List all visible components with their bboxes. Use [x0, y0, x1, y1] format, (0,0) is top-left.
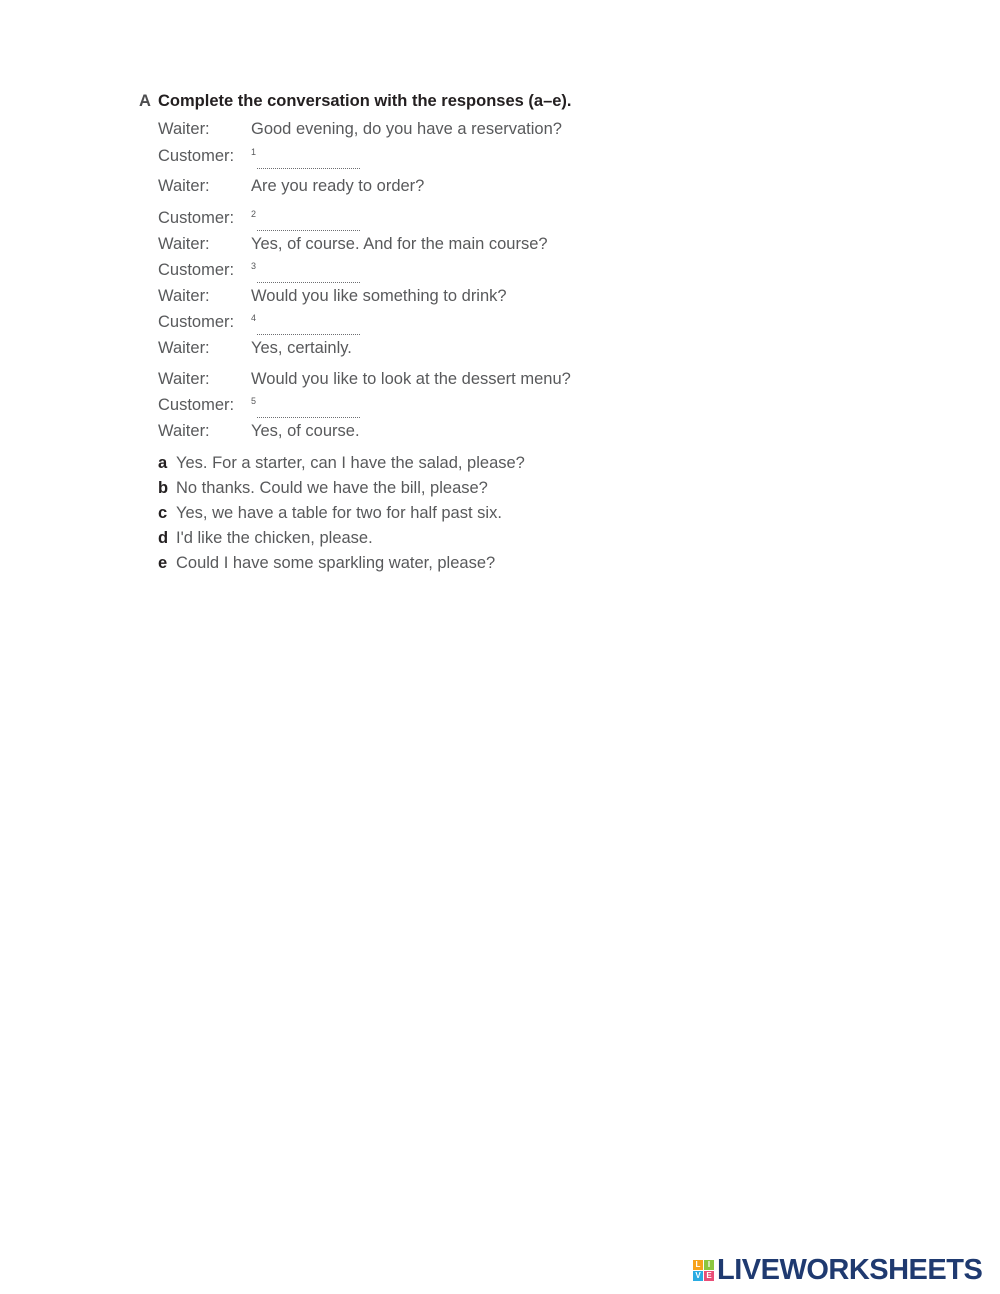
dialogue-text: Would you like something to drink? — [251, 287, 507, 305]
dialogue-line — [158, 177, 424, 196]
gap-number: 1 — [251, 147, 257, 157]
answer-gap-1[interactable] — [251, 147, 360, 169]
option-b — [158, 479, 525, 504]
speaker-label: Customer: — [158, 396, 235, 414]
gap-dotted-line[interactable] — [257, 268, 360, 283]
gap-dotted-line[interactable] — [257, 216, 360, 231]
exercise-instruction: Complete the conversation with the responses (a–e). — [158, 92, 572, 110]
answer-gap-4[interactable] — [251, 313, 360, 335]
dialogue-line — [158, 209, 360, 231]
gap-number: 5 — [251, 396, 257, 406]
exercise-heading — [139, 92, 739, 116]
option-letter: a — [158, 454, 168, 472]
option-letter: d — [158, 529, 169, 547]
dialogue-line — [158, 396, 360, 418]
option-text: No thanks. Could we have the bill, please? — [176, 479, 488, 497]
logo-text: LIVEWORKSHEETS — [717, 1254, 983, 1286]
option-letter: b — [158, 479, 169, 497]
option-text: I'd like the chicken, please. — [176, 529, 373, 547]
dialogue-text: Yes, certainly. — [251, 339, 352, 357]
option-e — [158, 554, 525, 579]
exercise-letter: A — [139, 92, 151, 110]
speaker-label: Waiter: — [158, 120, 210, 138]
speaker-label: Waiter: — [158, 235, 210, 253]
gap-dotted-line[interactable] — [257, 403, 360, 418]
speaker-label: Waiter: — [158, 339, 210, 357]
answer-gap-5[interactable] — [251, 396, 360, 418]
option-letter: c — [158, 504, 168, 522]
answer-gap-3[interactable] — [251, 261, 360, 283]
speaker-label: Customer: — [158, 147, 235, 165]
logo-mark-cell: I — [704, 1260, 714, 1270]
speaker-label: Waiter: — [158, 287, 210, 305]
logo-mark-cell: E — [704, 1271, 714, 1281]
option-letter: e — [158, 554, 168, 572]
dialogue-line — [158, 370, 571, 389]
logo-mark-icon — [693, 1260, 714, 1281]
gap-dotted-line[interactable] — [257, 320, 360, 335]
speaker-label: Customer: — [158, 261, 235, 279]
option-a — [158, 454, 525, 479]
gap-number: 4 — [251, 313, 257, 323]
dialogue-line — [158, 147, 360, 169]
dialogue-line — [158, 339, 352, 358]
exercise-a — [139, 92, 739, 572]
dialogue-text: Would you like to look at the dessert menu? — [251, 370, 571, 388]
speaker-label: Customer: — [158, 313, 235, 331]
logo-mark-cell: L — [693, 1260, 703, 1270]
option-c — [158, 504, 525, 529]
dialogue-line — [158, 422, 360, 441]
option-text: Could I have some sparkling water, please? — [176, 554, 496, 572]
dialogue-line — [158, 261, 360, 283]
dialogue-line — [158, 120, 562, 139]
gap-number: 2 — [251, 209, 257, 219]
option-d — [158, 529, 525, 554]
dialogue-line — [158, 235, 548, 254]
dialogue-text: Are you ready to order? — [251, 177, 425, 195]
option-text: Yes. For a starter, can I have the salad, please? — [176, 454, 525, 472]
dialogue-text: Yes, of course. And for the main course? — [251, 235, 548, 253]
logo-mark-cell: V — [693, 1271, 703, 1281]
dialogue-text: Yes, of course. — [251, 422, 360, 440]
gap-dotted-line[interactable] — [257, 154, 360, 169]
dialogue-line — [158, 287, 507, 306]
speaker-label: Customer: — [158, 209, 235, 227]
answer-gap-2[interactable] — [251, 209, 360, 231]
gap-number: 3 — [251, 261, 257, 271]
dialogue-line — [158, 313, 360, 335]
liveworksheets-logo — [693, 1254, 982, 1287]
response-options — [158, 454, 525, 579]
speaker-label: Waiter: — [158, 370, 210, 388]
speaker-label: Waiter: — [158, 177, 210, 195]
option-text: Yes, we have a table for two for half past six. — [176, 504, 502, 522]
dialogue-text: Good evening, do you have a reservation? — [251, 120, 562, 138]
speaker-label: Waiter: — [158, 422, 210, 440]
